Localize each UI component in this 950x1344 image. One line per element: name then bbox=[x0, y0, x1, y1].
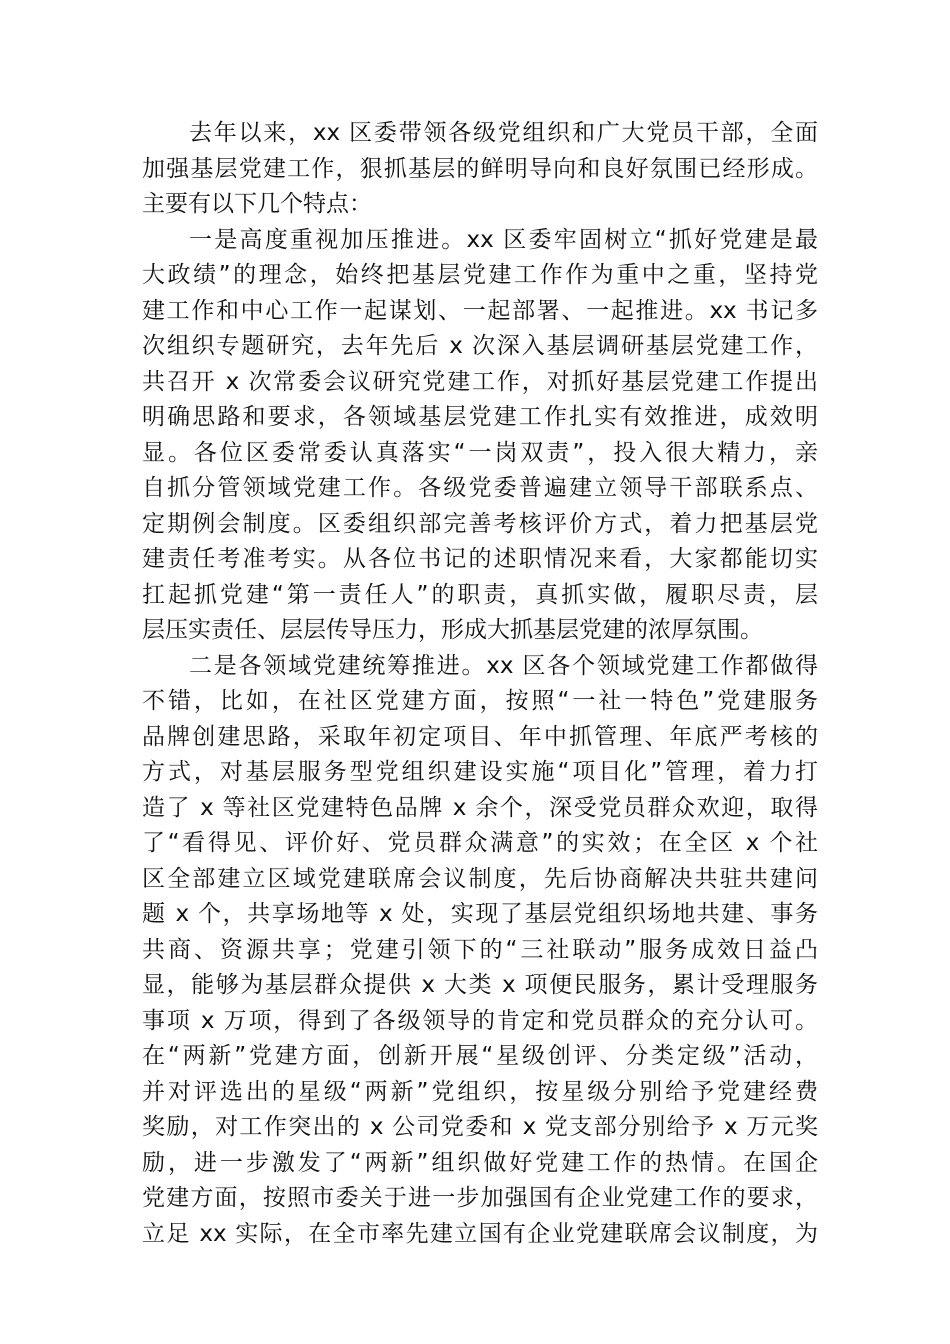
paragraph-2-line-3: 建工作和中心工作一起谋划、一起部署、一起推进。xx 书记多 bbox=[142, 297, 818, 324]
paragraph-3-line-6: 了“看得见、评价好、党员群众满意”的实效；在全区 x 个社 bbox=[142, 830, 818, 856]
paragraph-2-line-2: 大政绩”的理念，始终把基层党建工作作为重中之重，坚持党 bbox=[142, 262, 818, 288]
paragraph-2-line-4: 次组织专题研究，去年先后 x 次深入基层调研基层党建工作， bbox=[142, 333, 818, 359]
paragraph-3-line-8: 题 x 个，共享场地等 x 处，实现了基层党组织场地共建、事务 bbox=[142, 901, 818, 927]
paragraph-2-line-6: 明确思路和要求，各领域基层党建工作扎实有效推进，成效明 bbox=[142, 404, 818, 430]
paragraph-3-line-9: 共商、资源共享；党建引领下的“三社联动”服务成效日益凸 bbox=[142, 936, 818, 963]
paragraph-3-line-14: 奖励，对工作突出的 x 公司党委和 x 党支部分别给予 x 万元奖 bbox=[142, 1114, 818, 1140]
paragraph-2-line-11: 扛起抓党建“第一责任人”的职责，真抓实做，履职尽责，层 bbox=[142, 581, 818, 608]
paragraph-3-line-11: 事项 x 万项，得到了各级领导的肯定和党员群众的充分认可。 bbox=[142, 1007, 818, 1034]
paragraph-1-line-2: 加强基层党建工作，狠抓基层的鲜明导向和良好氛围已经形成。 bbox=[142, 155, 818, 182]
paragraph-2-line-8: 自抓分管领域党建工作。各级党委普遍建立领导干部联系点、 bbox=[142, 475, 818, 501]
paragraph-2-line-5: 共召开 x 次常委会议研究党建工作，对抓好基层党建工作提出 bbox=[142, 368, 818, 395]
paragraph-2-line-1: 一是高度重视加压推进。xx 区委牢固树立“抓好党建是最 bbox=[189, 226, 818, 253]
paragraph-3-line-15: 励，进一步激发了“两新”组织做好党建工作的热情。在国企 bbox=[142, 1149, 818, 1176]
paragraph-2-line-10: 建责任考准考实。从各位书记的述职情况来看，大家都能切实 bbox=[142, 546, 818, 572]
paragraph-3-line-2: 不错，比如，在社区党建方面，按照“一社一特色”党建服务 bbox=[142, 688, 818, 714]
paragraph-3-line-12: 在“两新”党建方面，创新开展“星级创评、分类定级”活动， bbox=[142, 1043, 818, 1069]
document-body bbox=[142, 116, 818, 1252]
paragraph-3-line-1: 二是各领域党建统筹推进。xx 区各个领域党建工作都做得 bbox=[189, 652, 818, 679]
paragraph-3-line-5: 造了 x 等社区党建特色品牌 x 余个，深受党员群众欢迎，取得 bbox=[142, 794, 818, 821]
paragraph-2-line-7: 显。各位区委常委认真落实“一岗双责”，投入很大精力，亲 bbox=[142, 439, 818, 466]
paragraph-3-line-3: 品牌创建思路，采取年初定项目、年中抓管理、年底严考核的 bbox=[142, 723, 818, 750]
paragraph-2-line-12: 层压实责任、层层传导压力，形成大抓基层党建的浓厚氛围。 bbox=[142, 617, 763, 643]
paragraph-1-line-1: 去年以来，xx 区委带领各级党组织和广大党员干部，全面 bbox=[189, 120, 818, 146]
paragraph-3-line-13: 并对评选出的星级“两新”党组织，按星级分别给予党建经费 bbox=[142, 1078, 818, 1105]
paragraph-2-line-9: 定期例会制度。区委组织部完善考核评价方式，着力把基层党 bbox=[142, 510, 818, 537]
paragraph-3-line-17: 立足 xx 实际，在全市率先建立国有企业党建联席会议制度，为 bbox=[142, 1220, 818, 1247]
paragraph-3-line-7: 区全部建立区域党建联席会议制度，先后协商解决共驻共建问 bbox=[142, 865, 818, 892]
paragraph-3-line-10: 显，能够为基层群众提供 x 大类 x 项便民服务，累计受理服务 bbox=[142, 972, 818, 998]
paragraph-3-line-16: 党建方面，按照市委关于进一步加强国有企业党建工作的要求， bbox=[142, 1185, 818, 1211]
paragraph-3-line-4: 方式，对基层服务型党组织建设实施“项目化”管理，着力打 bbox=[142, 759, 818, 785]
paragraph-1-line-3: 主要有以下几个特点： bbox=[142, 191, 372, 217]
